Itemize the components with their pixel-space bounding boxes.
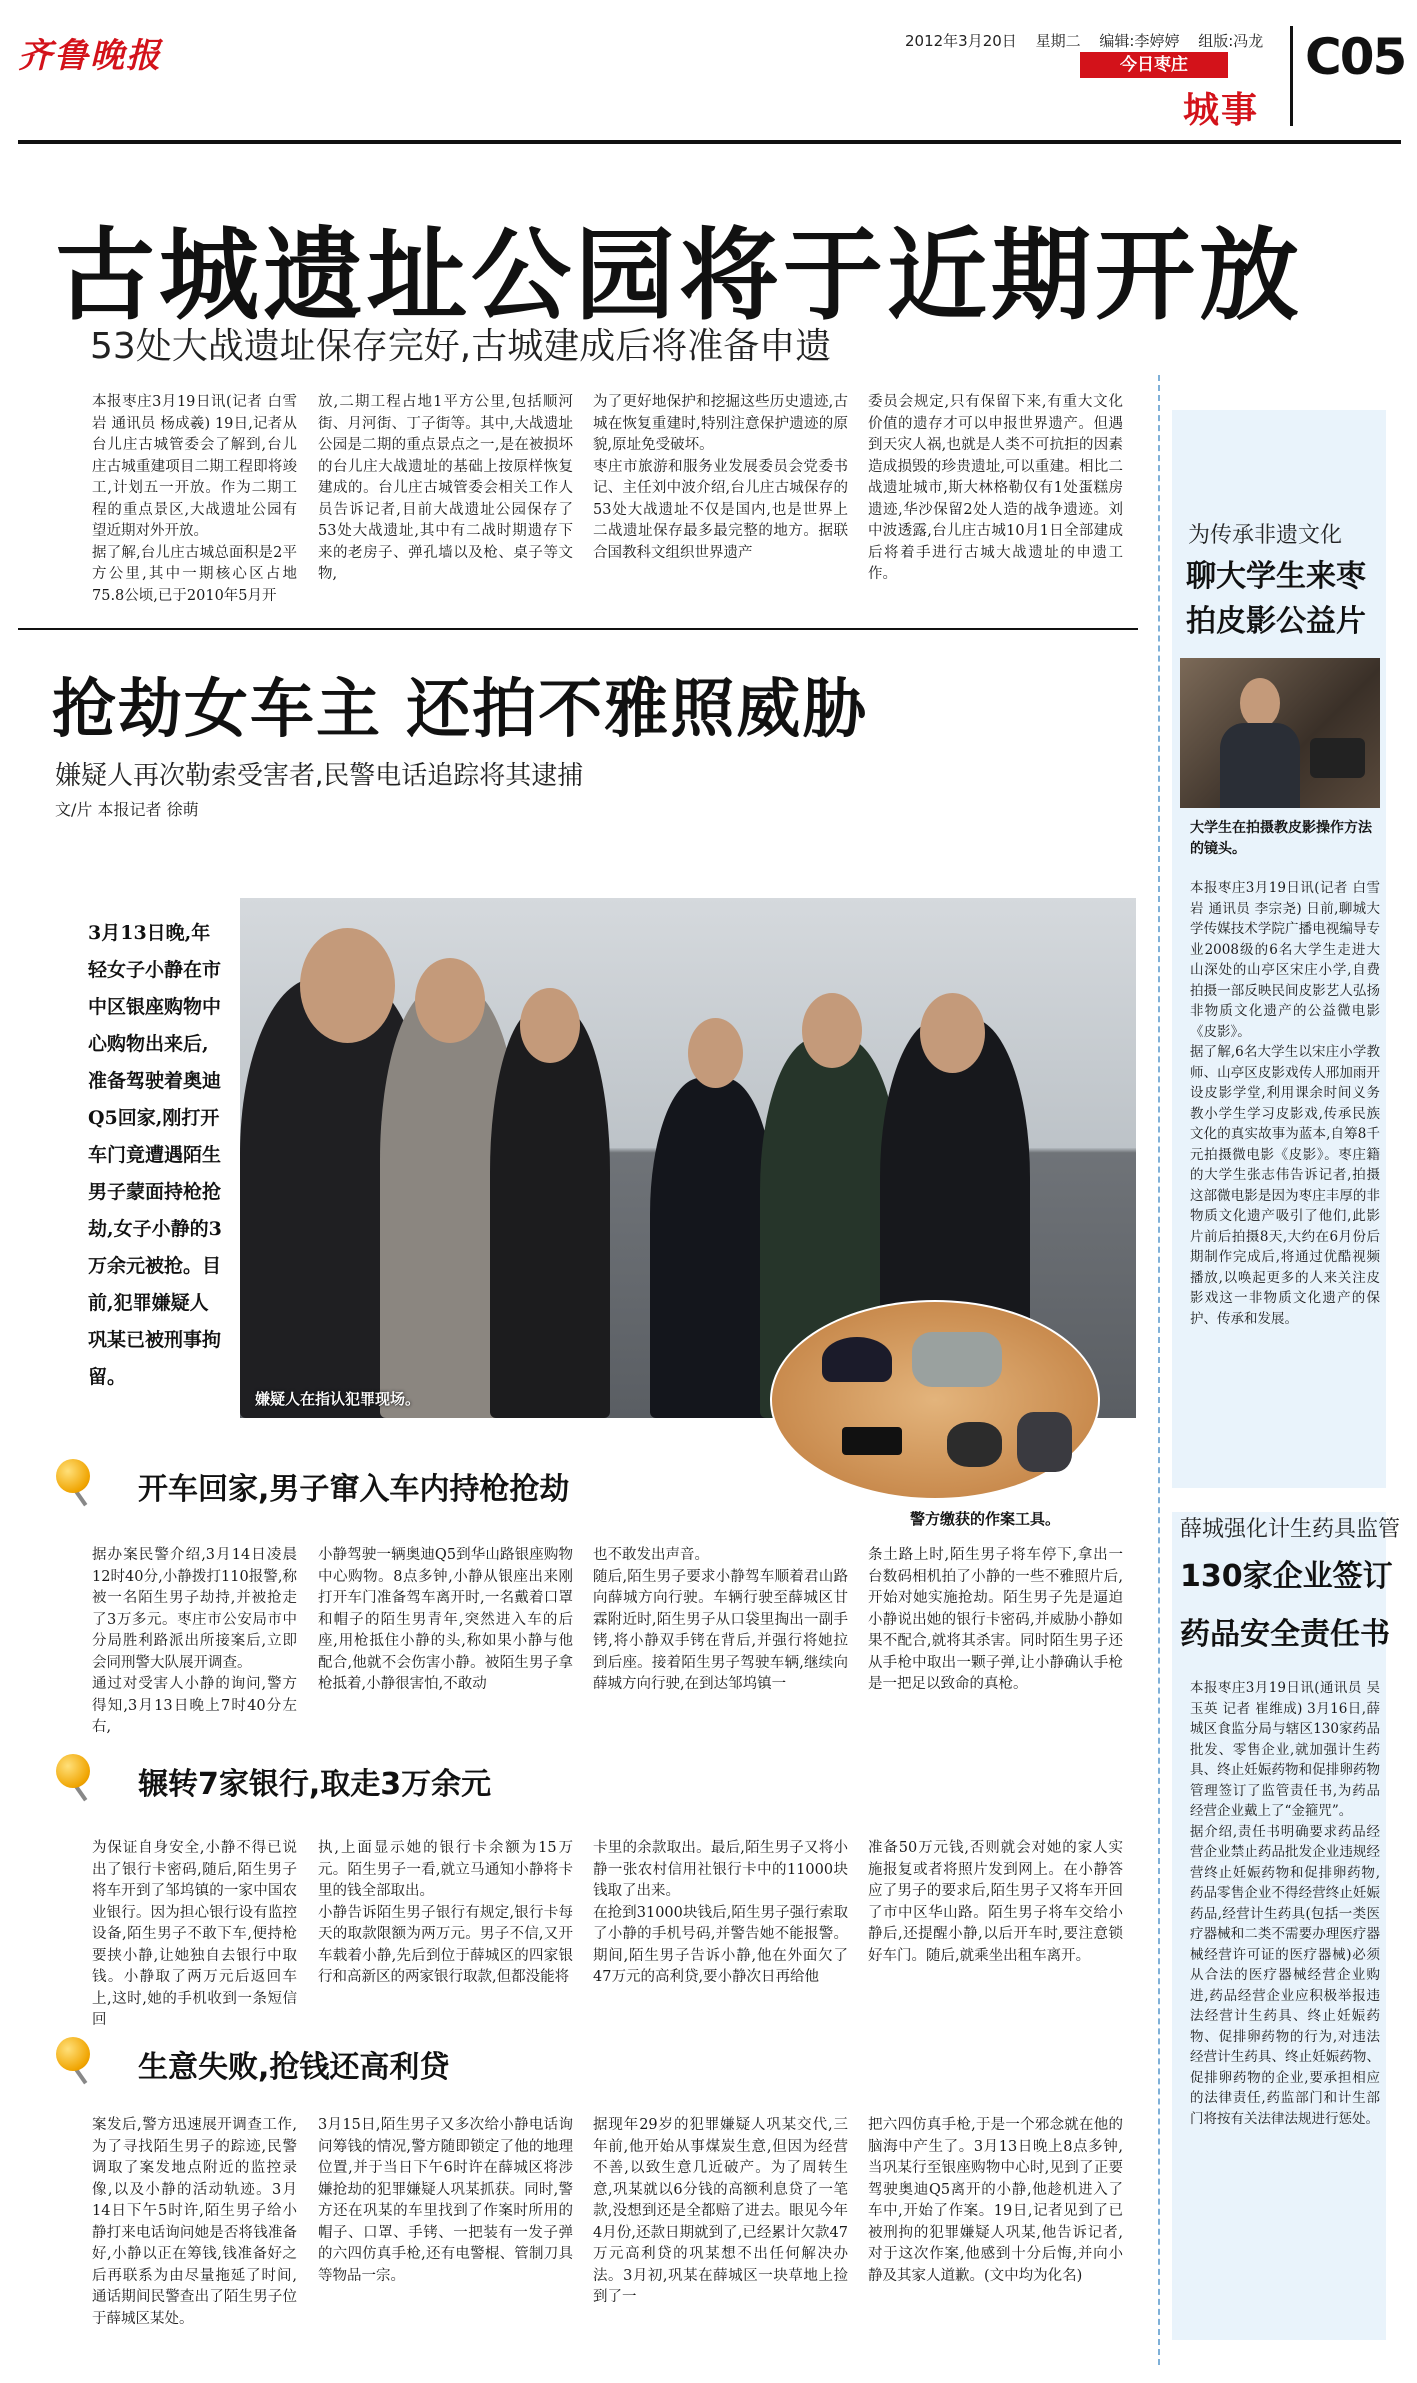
section3-col1: 案发后,警方迅速展开调查工作,为了寻找陌生男子的踪迹,民警调取了案发地点附近的监控录像,以及小静的活动轨迹。3月14日下午5时许,陌生男子给小静打来电话询问她是否将钱准备好,小静以正在筹钱,钱准备好之后再联系为由尽量拖延了时间,通话期间民警查出了陌生男子位于薛城区某处。 [92,2117,297,2327]
section1-title: 开车回家,男子窜入车内持枪抢劫 [138,1472,570,1507]
sidebar1-label: 为传承非遗文化 [1188,523,1343,548]
issue-weekday: 星期二 [1035,32,1081,50]
sidebar2-title-line2: 药品安全责任书 [1180,1617,1390,1652]
sidebar2-title-line1: 130家企业签订 [1180,1559,1393,1594]
issue-meta [905,30,1277,51]
section2-col3: 卡里的余款取出。最后,陌生男子又将小静一张农村信用社银行卡中的11000块钱取了出来。 在抢到31000块钱后,陌生男子强行索取了小静的手机号码,并警告她不能报警。期间,陌生男子告诉小静,他在外面欠了47万元的高利贷,要小静次日再给他 [593,1840,848,1985]
masthead-divider [1290,26,1293,126]
sidebar1-title-line2: 拍皮影公益片 [1186,604,1366,639]
article1-col1: 本报枣庄3月19日讯(记者 白雪岩 通讯员 杨成羲) 19日,记者从台儿庄古城管委会了解到,台儿庄古城重建项目二期工程即将竣工,计划五一开放。作为二期工程的重点景区,大战遗址公园有望近期对外开放。 据了解,台儿庄古城总面积是2平方公里,其中一期核心区占地75.8公顷,已于2010年5月开 [92,394,297,604]
section-tag: 今日枣庄 [1080,52,1228,78]
sidebar2-text: 本报枣庄3月19日讯(通讯员 吴玉英 记者 崔维成) 3月16日,薛城区食监分局与辖区130家药品批发、零售企业,就加强计生药具、终止妊娠药物和促排卵药物管理签订了监管责任书,为药品经营企业戴上了“金箍咒”。 据介绍,责任书明确要求药品经营企业禁止药品批发企业违规经营终止妊娠药物和促排卵药物,药品零售企业不得经营终止妊娠药品,经营计生药具(包括一类医疗器械和二类不需要办理医疗器械经营许可证的医疗器械)必须从合法的医疗器械经营企业购进,药品经营企业应积极举报违法经营计生药具、终止妊娠药物、促排卵药物的行为,对违法经营计生药具、终止妊娠药物、促排卵药物的企业,要承担相应的法律责任,药监部门和计生部门将按有关法律法规进行惩处。 [1190,1680,1380,2127]
editor-credit: 编辑:李婷婷 [1099,32,1180,50]
issue-date: 2012年3月20日 [905,32,1017,50]
article-divider [18,628,1138,630]
article1-col2: 放,二期工程占地1平方公里,包括顺河街、月河街、丁子街等。其中,大战遗址公园是二期的重点景点之一,是在被损坏的台儿庄大战遗址的基础上按原样恢复建成的。台儿庄古城管委会相关工作人员告诉记者,目前大战遗址公园保存了53处大战遗址,其中有二战时期遗存下来的老房子、弹孔墙以及枪、桌子等文物, [318,394,573,582]
section3-col4: 把六四仿真手枪,于是一个邪念就在他的脑海中产生了。3月13日晚上8点多钟,当巩某行至银座购物中心时,见到了正要驾驶奥迪Q5离开的小静,他趁机进入了车中,开始了作案。19日,记者见到了已被刑拘的犯罪嫌疑人巩某,他告诉记者,对于这次作案,他感到十分后悔,并向小静及其家人道歉。(文中均为化名) [868,2117,1123,2284]
sidebar1-photo-caption: 大学生在拍摄教皮影操作方法的镜头。 [1190,820,1372,857]
sidebar-divider [1158,375,1160,2365]
section1-col1: 据办案民警介绍,3月14日凌晨12时40分,小静拨打110报警,称被一名陌生男子劫持,并被抢走了3万多元。枣庄市公安局市中分局胜利路派出所接案后,立即会同刑警大队展开调查。 通过对受害人小静的询问,警方得知,3月13日晚上7时40分左右, [92,1547,297,1735]
masthead-rule [18,140,1401,144]
section1-col4: 条土路上时,陌生男子将车停下,拿出一台数码相机拍了小静的一些不雅照片后,开始对她实施抢劫。陌生男子先是逼迫小静说出她的银行卡密码,并威胁小静如果不配合,就将其杀害。同时陌生男子还从手枪中取出一颗子弹,让小静确认手枪是一把足以致命的真枪。 [868,1547,1123,1692]
section2-col1: 为保证自身安全,小静不得已说出了银行卡密码,随后,陌生男子将车开到了邹坞镇的一家中国农业银行。因为担心银行设有监控设备,陌生男子不敢下车,便持枪要挟小静,让她独自去银行中取钱。小静取了两万元后返回车上,这时,她的手机收到一条短信回 [92,1840,297,2028]
sidebar1-title-line1: 聊大学生来枣 [1186,559,1366,594]
photo-caption: 嫌疑人在指认犯罪现场。 [255,1390,421,1408]
section3-title: 生意失败,抢钱还高利贷 [138,2050,450,2085]
article2-lead: 3月13日晚,年轻女子小静在市中区银座购物中心购物出来后,准备驾驶着奥迪Q5回家,刚打开车门竟遭遇陌生男子蒙面持枪抢劫,女子小静的3万余元被抢。目前,犯罪嫌疑人巩某已被刑事拘留。 [88,922,222,1388]
section-title: 城事 [1183,90,1260,131]
section3-col2: 3月15日,陌生男子又多次给小静电话询问筹钱的情况,警方随即锁定了他的地理位置,并于当日下午6时许在薛城区将涉嫌抢劫的犯罪嫌疑人巩某抓获。同时,警方还在巩某的车里找到了作案时所用的帽子、口罩、手铐、一把装有一发子弹的六四仿真手枪,还有电警棍、管制刀具等物品一宗。 [318,2117,573,2284]
article1-col4: 委员会规定,只有保留下来,有重大文化价值的遗存才可以申报世界遗产。但遇到天灾人祸,也就是人类不可抗拒的因素造成损毁的珍贵遗址,可以重建。相比二战遗址城市,斯大林格勒仅有1处蛋糕房遗迹,华沙保留2处人造的战争遗迹。刘中波透露,台儿庄古城10月1日全部建成后将着手进行古城大战遗址的申遗工作。 [868,394,1123,582]
article2-subhead: 嫌疑人再次勒索受害者,民警电话追踪将其逮捕 [55,761,584,791]
shadow-puppet-photo [1180,658,1380,808]
section2-col2: 执,上面显示她的银行卡余额为15万元。陌生男子一看,就立马通知小静将卡里的钱全部取出。 小静告诉陌生男子银行有规定,银行卡每天的取款限额为两万元。男子不信,又开车载着小静,先后到位于薛城区的四家银行和高新区的两家银行取款,但都没能将 [318,1840,573,1985]
newspaper-logo: 齐鲁晚报 [18,36,162,76]
section1-col3: 也不敢发出声音。 随后,陌生男子要求小静驾车顺着君山路向薛城方向行驶。车辆行驶至薛城区甘霖附近时,陌生男子从口袋里掏出一副手铐,将小静双手铐在背后,并强行将她拉到后座。接着陌生男子驾驶车辆,继续向薛城方向行驶,在到达邹坞镇一 [593,1547,848,1692]
article1-headline: 古城遗址公园将于近期开放 [55,217,1303,334]
pushpin-icon [52,1750,100,1802]
section2-col4: 准备50万元钱,否则就会对她的家人实施报复或者将照片发到网上。在小静答应了男子的要求后,陌生男子又将车开回了市中区华山路。陌生男子将车交给小静后,还提醒小静,以后开车时,要注意锁好车门。随后,就乘坐出租车离开。 [868,1840,1123,1964]
inset-caption: 警方缴获的作案工具。 [910,1510,1061,1528]
evidence-photo [770,1300,1100,1500]
article2-byline: 文/片 本报记者 徐萌 [55,800,199,819]
section2-title: 辗转7家银行,取走3万余元 [138,1767,492,1802]
page-number: C05 [1305,28,1406,86]
sidebar1-text: 本报枣庄3月19日讯(记者 白雪岩 通讯员 李宗尧) 日前,聊城大学传媒技术学院广播电视编导专业2008级的6名大学生走进大山深处的山亭区宋庄小学,自费拍摄一部反映民间皮影艺人弘扬非物质文化遗产的公益微电影《皮影》。 据了解,6名大学生以宋庄小学教师、山亭区皮影戏传人邢加雨开设皮影学堂,利用课余时间义务教小学生学习皮影戏,传承民族文化的真实故事为蓝本,自筹8千元拍摄微电影《皮影》。枣庄籍的大学生张志伟告诉记者,拍摄这部微电影是因为枣庄丰厚的非物质文化遗产吸引了他们,此影片前后拍摄8天,大约在6月份后期制作完成后,将通过优酷视频播放,以唤起更多的人来关注皮影戏这一非物质文化遗产的保护、传承和发展。 [1190,880,1380,1327]
layout-credit: 组版:冯龙 [1198,32,1264,50]
pushpin-icon [52,1455,100,1507]
sidebar-gap [1172,1488,1386,1512]
article1-subhead: 53处大战遗址保存完好,古城建成后将准备申遗 [90,326,832,367]
section1-col2: 小静驾驶一辆奥迪Q5到华山路银座购物中心购物。8点多钟,小静从银座出来刚打开车门准备驾车离开时,一名戴着口罩和帽子的陌生男青年,突然进入车的后座,用枪抵住小静的头,称如果小静与他配合,他就不会伤害小静。被陌生男子拿枪抵着,小静很害怕,不敢动 [318,1547,573,1692]
section3-col3: 据现年29岁的犯罪嫌疑人巩某交代,三年前,他开始从事煤炭生意,但因为经营不善,以致生意几近破产。为了周转生意,巩某就以6分钱的高额利息贷了一笔款,没想到还是全都赔了进去。眼见今年4月份,还款日期就到了,已经累计欠款47万元高利贷的巩某想不出任何解决办法。3月初,巩某在薛城区一块草地上捡到了一 [593,2117,848,2305]
sidebar2-label: 薛城强化计生药具监管 [1180,1517,1401,1542]
pushpin-icon [52,2033,100,2085]
article2-headline: 抢劫女车主 还拍不雅照威胁 [52,673,869,747]
article1-col3: 为了更好地保护和挖掘这些历史遗迹,古城在恢复重建时,特别注意保护遗迹的原貌,原址免受破坏。 枣庄市旅游和服务业发展委员会党委书记、主任刘中波介绍,台儿庄古城保存的53处大战遗址不仅是国内,也是世界上二战遗址保存最多最完整的地方。据联合国教科文组织世界遗产 [593,394,848,561]
